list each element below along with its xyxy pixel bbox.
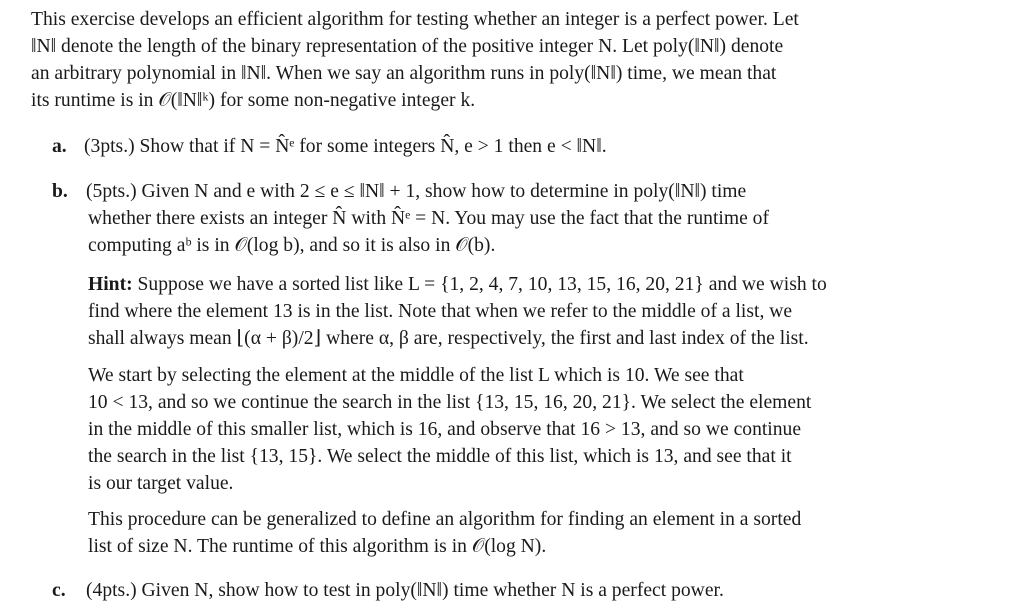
intro-line-2: ‖N‖ denote the length of the binary representation of the positive integer N. Let poly(‖N‖) denote <box>31 36 784 57</box>
hint-line-3: shall always mean ⌊(α + β)/2⌋ where α, β are, respectively, the first and last index of the list. <box>88 328 809 349</box>
part-b-line-3: computing aᵇ is in 𝒪(log b), and so it is also in 𝒪(b). <box>88 235 496 256</box>
part-a-line-1: (3pts.) Show that if N = N̂ᵉ for some integers N̂, e > 1 then e < ‖N‖. <box>84 136 607 157</box>
part-b-line-2: whether there exists an integer N̂ with N̂ᵉ = N. You may use the fact that the runtime of <box>88 208 770 229</box>
part-a-label: a. <box>52 136 67 157</box>
hint-line-1 <box>88 272 827 298</box>
hint-label: Hint: <box>88 274 133 295</box>
part-b-line-1: (5pts.) Given N and e with 2 ≤ e ≤ ‖N‖ + 1, show how to determine in poly(‖N‖) time <box>86 181 747 202</box>
part-c-line-1: (4pts.) Given N, show how to test in poly(‖N‖) time whether N is a perfect power. <box>86 580 724 601</box>
intro-line-1: This exercise develops an efficient algorithm for testing whether an integer is a perfect power. Let <box>31 9 799 30</box>
hint-line-1-text: Suppose we have a sorted list like L = {1, 2, 4, 7, 10, 13, 15, 16, 20, 21} and we wish to <box>132 274 827 295</box>
hint-para2-line-3: in the middle of this smaller list, which is 16, and observe that 16 > 13, and so we continue <box>88 419 802 440</box>
intro-line-3: an arbitrary polynomial in ‖N‖. When we say an algorithm runs in poly(‖N‖) time, we mean that <box>31 63 777 84</box>
hint-para3-line-1: This procedure can be generalized to define an algorithm for finding an element in a sorted <box>88 509 802 530</box>
hint-para2-line-1: We start by selecting the element at the middle of the list L which is 10. We see that <box>88 365 744 386</box>
hint-para2-line-5: is our target value. <box>88 473 234 494</box>
hint-line-2: find where the element 13 is in the list. Note that when we refer to the middle of a list, we <box>88 301 793 322</box>
hint-para2-line-2: 10 < 13, and so we continue the search in the list {13, 15, 16, 20, 21}. We select the element <box>88 392 812 413</box>
intro-line-4: its runtime is in 𝒪(‖N‖ᵏ) for some non-negative integer k. <box>31 90 476 111</box>
hint-para3-line-2: list of size N. The runtime of this algorithm is in 𝒪(log N). <box>88 536 547 557</box>
hint-para2-line-4: the search in the list {13, 15}. We select the middle of this list, which is 13, and see that it <box>88 446 792 467</box>
part-b-label: b. <box>52 181 68 202</box>
part-c-label: c. <box>52 580 66 601</box>
